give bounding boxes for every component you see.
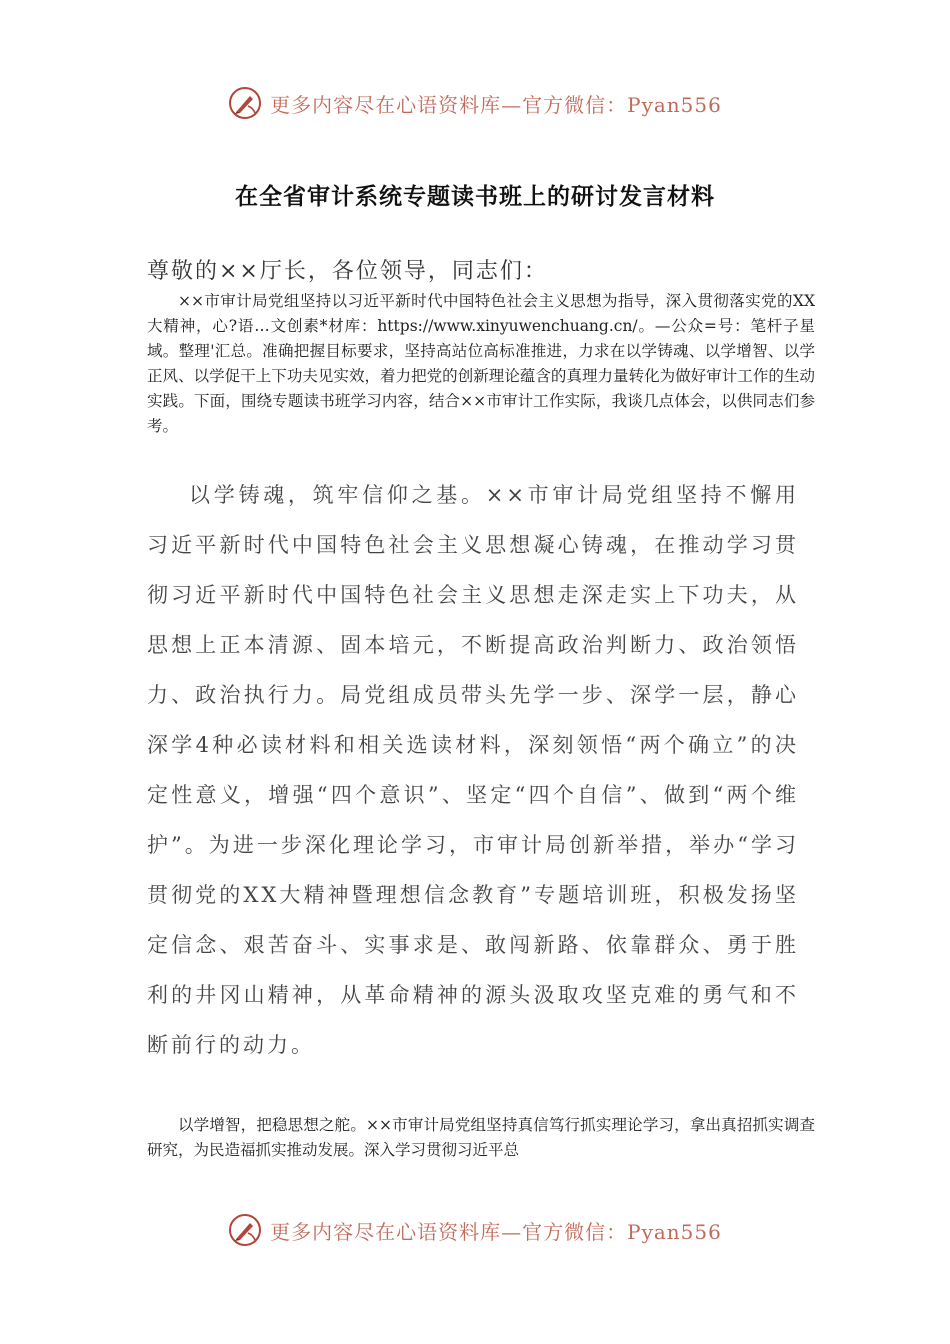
banner-text: 更多内容尽在心语资料库—官方微信：Pyan556 [270, 1219, 722, 1244]
paragraph-section-2: 以学增智，把稳思想之舵。××市审计局党组坚持真信笃行抓实理论学习，拿出真招抓实调查研究，为民造福抓实推动发展。深入学习贯彻习近平总 [147, 1116, 815, 1159]
salutation: 尊敬的××厅长，各位领导，同志们： [147, 259, 548, 284]
header-banner [0, 78, 950, 128]
pen-logo-icon [228, 1213, 262, 1247]
paragraph-intro: ××市审计局党组坚持以习近平新时代中国特色社会主义思想为指导，深入贯彻落实党的XX大精神，心?语…文创素*材库：https://www.xinyuwenchuang.cn/。—公众=号：笔杆子星域。整理'汇总。准确把握目标要求，坚持高站位高标准推进，力求在以学铸魂、以学增智、以学正风、以学促干上下功夫见实效，着力把党的创新理论蕴含的真理力量转化为做好审计工作的生动实践。下面，围绕专题读书班学习内容，结合××市审计工作实际，我谈几点体会，以供同志们参考。 [147, 292, 815, 435]
document-title: 在全省审计系统专题读书班上的研讨发言材料 [235, 183, 715, 210]
footer-banner [0, 1205, 950, 1255]
pen-logo-icon [228, 86, 262, 120]
banner-text: 更多内容尽在心语资料库—官方微信：Pyan556 [270, 92, 722, 117]
paragraph-section-1: 以学铸魂，筑牢信仰之基。××市审计局党组坚持不懈用习近平新时代中国特色社会主义思想凝心铸魂，在推动学习贯彻习近平新时代中国特色社会主义思想走深走实上下功夫，从思想上正本清源、固本培元，不断提高政治判断力、政治领悟力、政治执行力。局党组成员带头先学一步、深学一层，静心深学4种必读材料和相关选读材料，深刻领悟“两个确立”的决定性意义，增强“四个意识”、坚定“四个自信”、做到“两个维护”。为进一步深化理论学习，市审计局创新举措，举办“学习贯彻党的XX大精神暨理想信念教育”专题培训班，积极发扬坚定信念、艰苦奋斗、实事求是、敢闯新路、依靠群众、勇于胜利的井冈山精神，从革命精神的源头汲取攻坚克难的勇气和不断前行的动力。 [147, 483, 799, 1057]
